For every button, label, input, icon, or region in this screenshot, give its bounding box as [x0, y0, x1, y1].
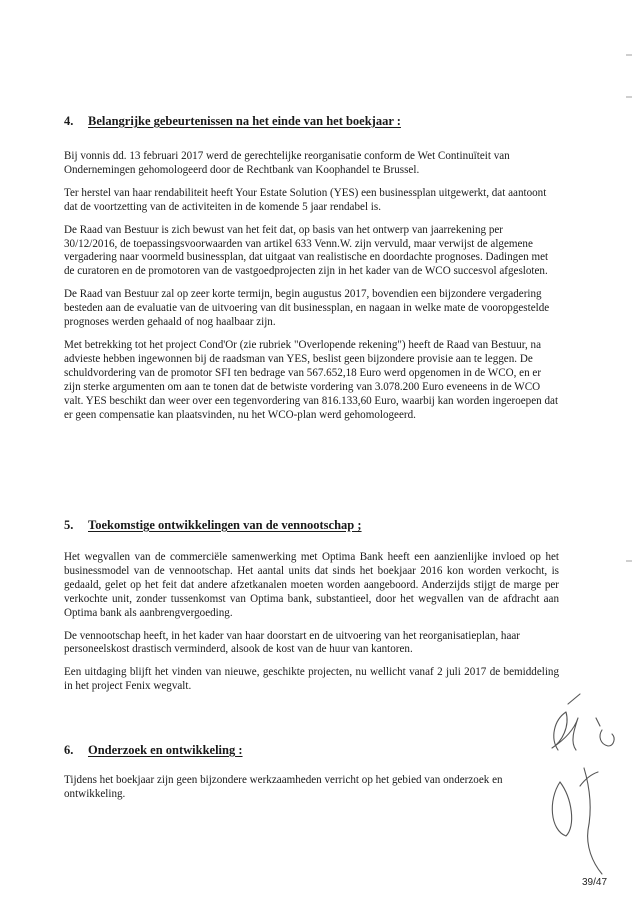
section-5-heading	[64, 518, 362, 533]
handwritten-signature-icon	[540, 690, 630, 890]
section-4-number: 4.	[64, 114, 74, 128]
section-5-paragraph-3: Een uitdaging blijft het vinden van nieuwe, geschikte projecten, nu wellicht vanaf 2 juli 2017 de bemiddeling in het project Fenix wegvalt.	[64, 666, 559, 693]
section-4-title: Belangrijke gebeurtenissen na het einde van het boekjaar :	[88, 114, 401, 128]
section-4-paragraph-4: De Raad van Bestuur zal op zeer korte termijn, begin augustus 2017, bovendien een bijzondere vergadering besteden aan de evaluatie van de uitvoering van dit businessplan, en nagaan in welke mate de vooropgestelde prognoses werden gehaald of nog haalbaar zijn.	[64, 288, 550, 329]
section-5-paragraph-1: Het wegvallen van de commerciële samenwerking met Optima Bank heeft een aanzienlijke invloed op het businessmodel van de vennootschap. Het aantal units dat sinds het boekjaar 2016 kon worden verkocht, is gedaald, gelet op het feit dat andere afzetkanalen moeten worden aangeboord. Anderzijds stijgt de marge per verkochte unit, zonder tussenkomst van Optima bank, substantieel, door het wegvallen van de afdracht aan Optima bank als aanbrengvergoeding.	[64, 551, 559, 619]
section-6-body	[64, 774, 559, 811]
section-6-title: Onderzoek en ontwikkeling :	[88, 743, 243, 757]
section-4-heading	[64, 114, 401, 129]
section-6-heading	[64, 743, 243, 758]
section-5-body	[64, 551, 559, 703]
section-5-paragraph-2: De vennootschap heeft, in het kader van haar doorstart en de uitvoering van het reorganisatieplan, haar personeelskost drastisch verminderd, alsook de kost van de huur van kantoren.	[64, 629, 521, 656]
scan-edge-mark	[626, 96, 632, 98]
section-4-body	[64, 150, 559, 431]
section-4-paragraph-5: Met betrekking tot het project Cond'Or (zie rubriek "Overlopende rekening") heeft de Raad van Bestuur, na advieste hebben ingewonnen bij de raadsman van YES, beslist geen bijzondere provisie aan te leggen. De schuldvordering van de promotor SFI ten bedrage van 567.652,18 Euro werd opgenomen in de WCO, en er zijn sterke argumenten om aan te tonen dat de betwiste vordering van 3.078.200 Euro eveneens in de WCO valt. YES beschikt dan weer over een tegenvordering van 816.133,60 Euro, waarbij kan worden ingeroepen dat er geen compensatie kan plaatsvinden, nu het WCO-plan werd gehomologeerd.	[64, 338, 559, 421]
page-number: 39/47	[582, 877, 608, 888]
scan-edge-mark	[626, 54, 632, 56]
section-4-paragraph-3: De Raad van Bestuur is zich bewust van het feit dat, op basis van het ontwerp van jaarrekening per 30/12/2016, de toepassingsvoorwaarden van artikel 633 Venn.W. zijn vervuld, maar verwijst de algemene vergadering naar voormeld businessplan, dat uitgaat van realistische en doordachte prognoses. Dadingen met de curatoren en de promotoren van de vastgoedprojecten zijn in het kader van de WCO succesvol afgesloten.	[64, 223, 549, 278]
section-5-title: Toekomstige ontwikkelingen van de vennootschap ;	[88, 518, 362, 532]
section-5-number: 5.	[64, 518, 74, 532]
section-4-paragraph-2: Ter herstel van haar rendabiliteit heeft Your Estate Solution (YES) een businessplan uitgewerkt, dat aantoont dat de voortzetting van de activiteiten in de komende 5 jaar rendabel is.	[64, 186, 547, 213]
section-6-paragraph-1: Tijdens het boekjaar zijn geen bijzondere werkzaamheden verricht op het gebied van onderzoek en ontwikkeling.	[64, 774, 503, 800]
section-6-number: 6.	[64, 743, 74, 757]
scan-edge-mark	[626, 560, 632, 562]
section-4-paragraph-1: Bij vonnis dd. 13 februari 2017 werd de gerechtelijke reorganisatie conform de Wet Continuïteit van Ondernemingen gehomologeerd door de Rechtbank van Koophandel te Brussel.	[64, 150, 510, 176]
